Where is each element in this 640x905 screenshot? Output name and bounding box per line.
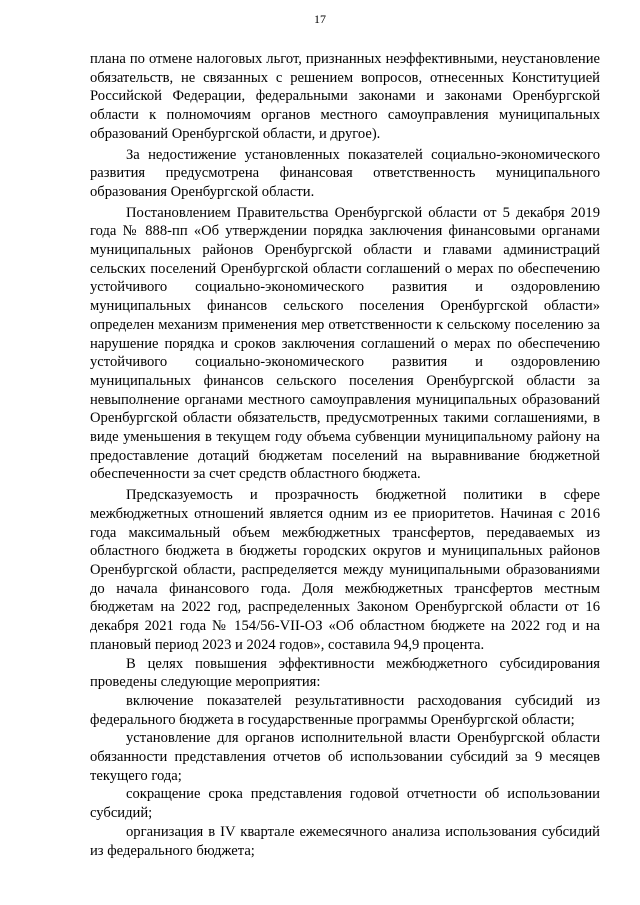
list-item-1: включение показателей результативности расходования субсидий из федерального бюджета в государственные программы Оренбургской области; [90, 692, 600, 728]
paragraph-4: Предсказуемость и прозрачность бюджетной политики в сфере межбюджетных отношений является одним из ее приоритетов. Начиная с 2016 года максимальный объем межбюджетных трансфертов, передаваемых из областного бюджета в бюджеты городских округов и муниципальных районов Оренбургской области, распределяется между муниципальными образованиями до начала финансового года. Доля межбюджетных трансфертов местным бюджетам на 2022 год, распределенных Законом Оренбургской области от 16 декабря 2021 года № 154/56-VII-ОЗ «Об областном бюджете на 2022 год и на плановый период 2023 и 2024 годов», составила 94,9 процента. [90, 487, 600, 653]
list-item-3: сокращение срока представления годовой отчетности об использовании субсидий; [90, 786, 600, 822]
list-item-2: установление для органов исполнительной власти Оренбургской области обязанности представления отчетов об использовании субсидий за 9 месяцев текущего года; [90, 730, 600, 784]
document-body [90, 50, 600, 860]
page-number: 17 [314, 12, 326, 26]
paragraph-5: В целях повышения эффективности межбюджетного субсидирования проведены следующие мероприятия: [90, 655, 600, 691]
list-item-4: организация в IV квартале ежемесячного анализа использования субсидий из федерального бюджета; [90, 823, 600, 859]
paragraph-1: плана по отмене налоговых льгот, признанных неэффективными, неустановление обязательств, не связанных с решением вопросов, отнесенных Конституцией Российской Федерации, федеральными законами и законами Оренбургской области к полномочиям органов местного самоуправления муниципальных образований Оренбургской области, и другое). [90, 51, 600, 142]
paragraph-3: Постановлением Правительства Оренбургской области от 5 декабря 2019 года № 888-пп «Об утверждении порядка заключения финансовыми органами муниципальных районов Оренбургской области и главами администраций сельских поселений Оренбургской области соглашений о мерах по обеспечению устойчивого социально-экономического развития и оздоровлению муниципальных финансов сельского поселения Оренбургской области» определен механизм применения мер ответственности к сельскому поселению за нарушение порядка и сроков заключения соглашений о мерах по обеспечению устойчивого социально-экономического развития и оздоровлению муниципальных финансов сельского поселения Оренбургской области за невыполнение органами местного самоуправления муниципальных образований Оренбургской области обязательств, предусмотренных такими соглашениями, в виде уменьшения в текущем году объема субвенции муниципальному району на предоставление дотаций бюджетам поселений на выравнивание бюджетной обеспеченности за счет средств областного бюджета. [90, 204, 600, 483]
paragraph-2: За недостижение установленных показателей социально-экономического развития предусмотрена финансовая ответственность муниципального образования Оренбургской области. [90, 146, 600, 200]
